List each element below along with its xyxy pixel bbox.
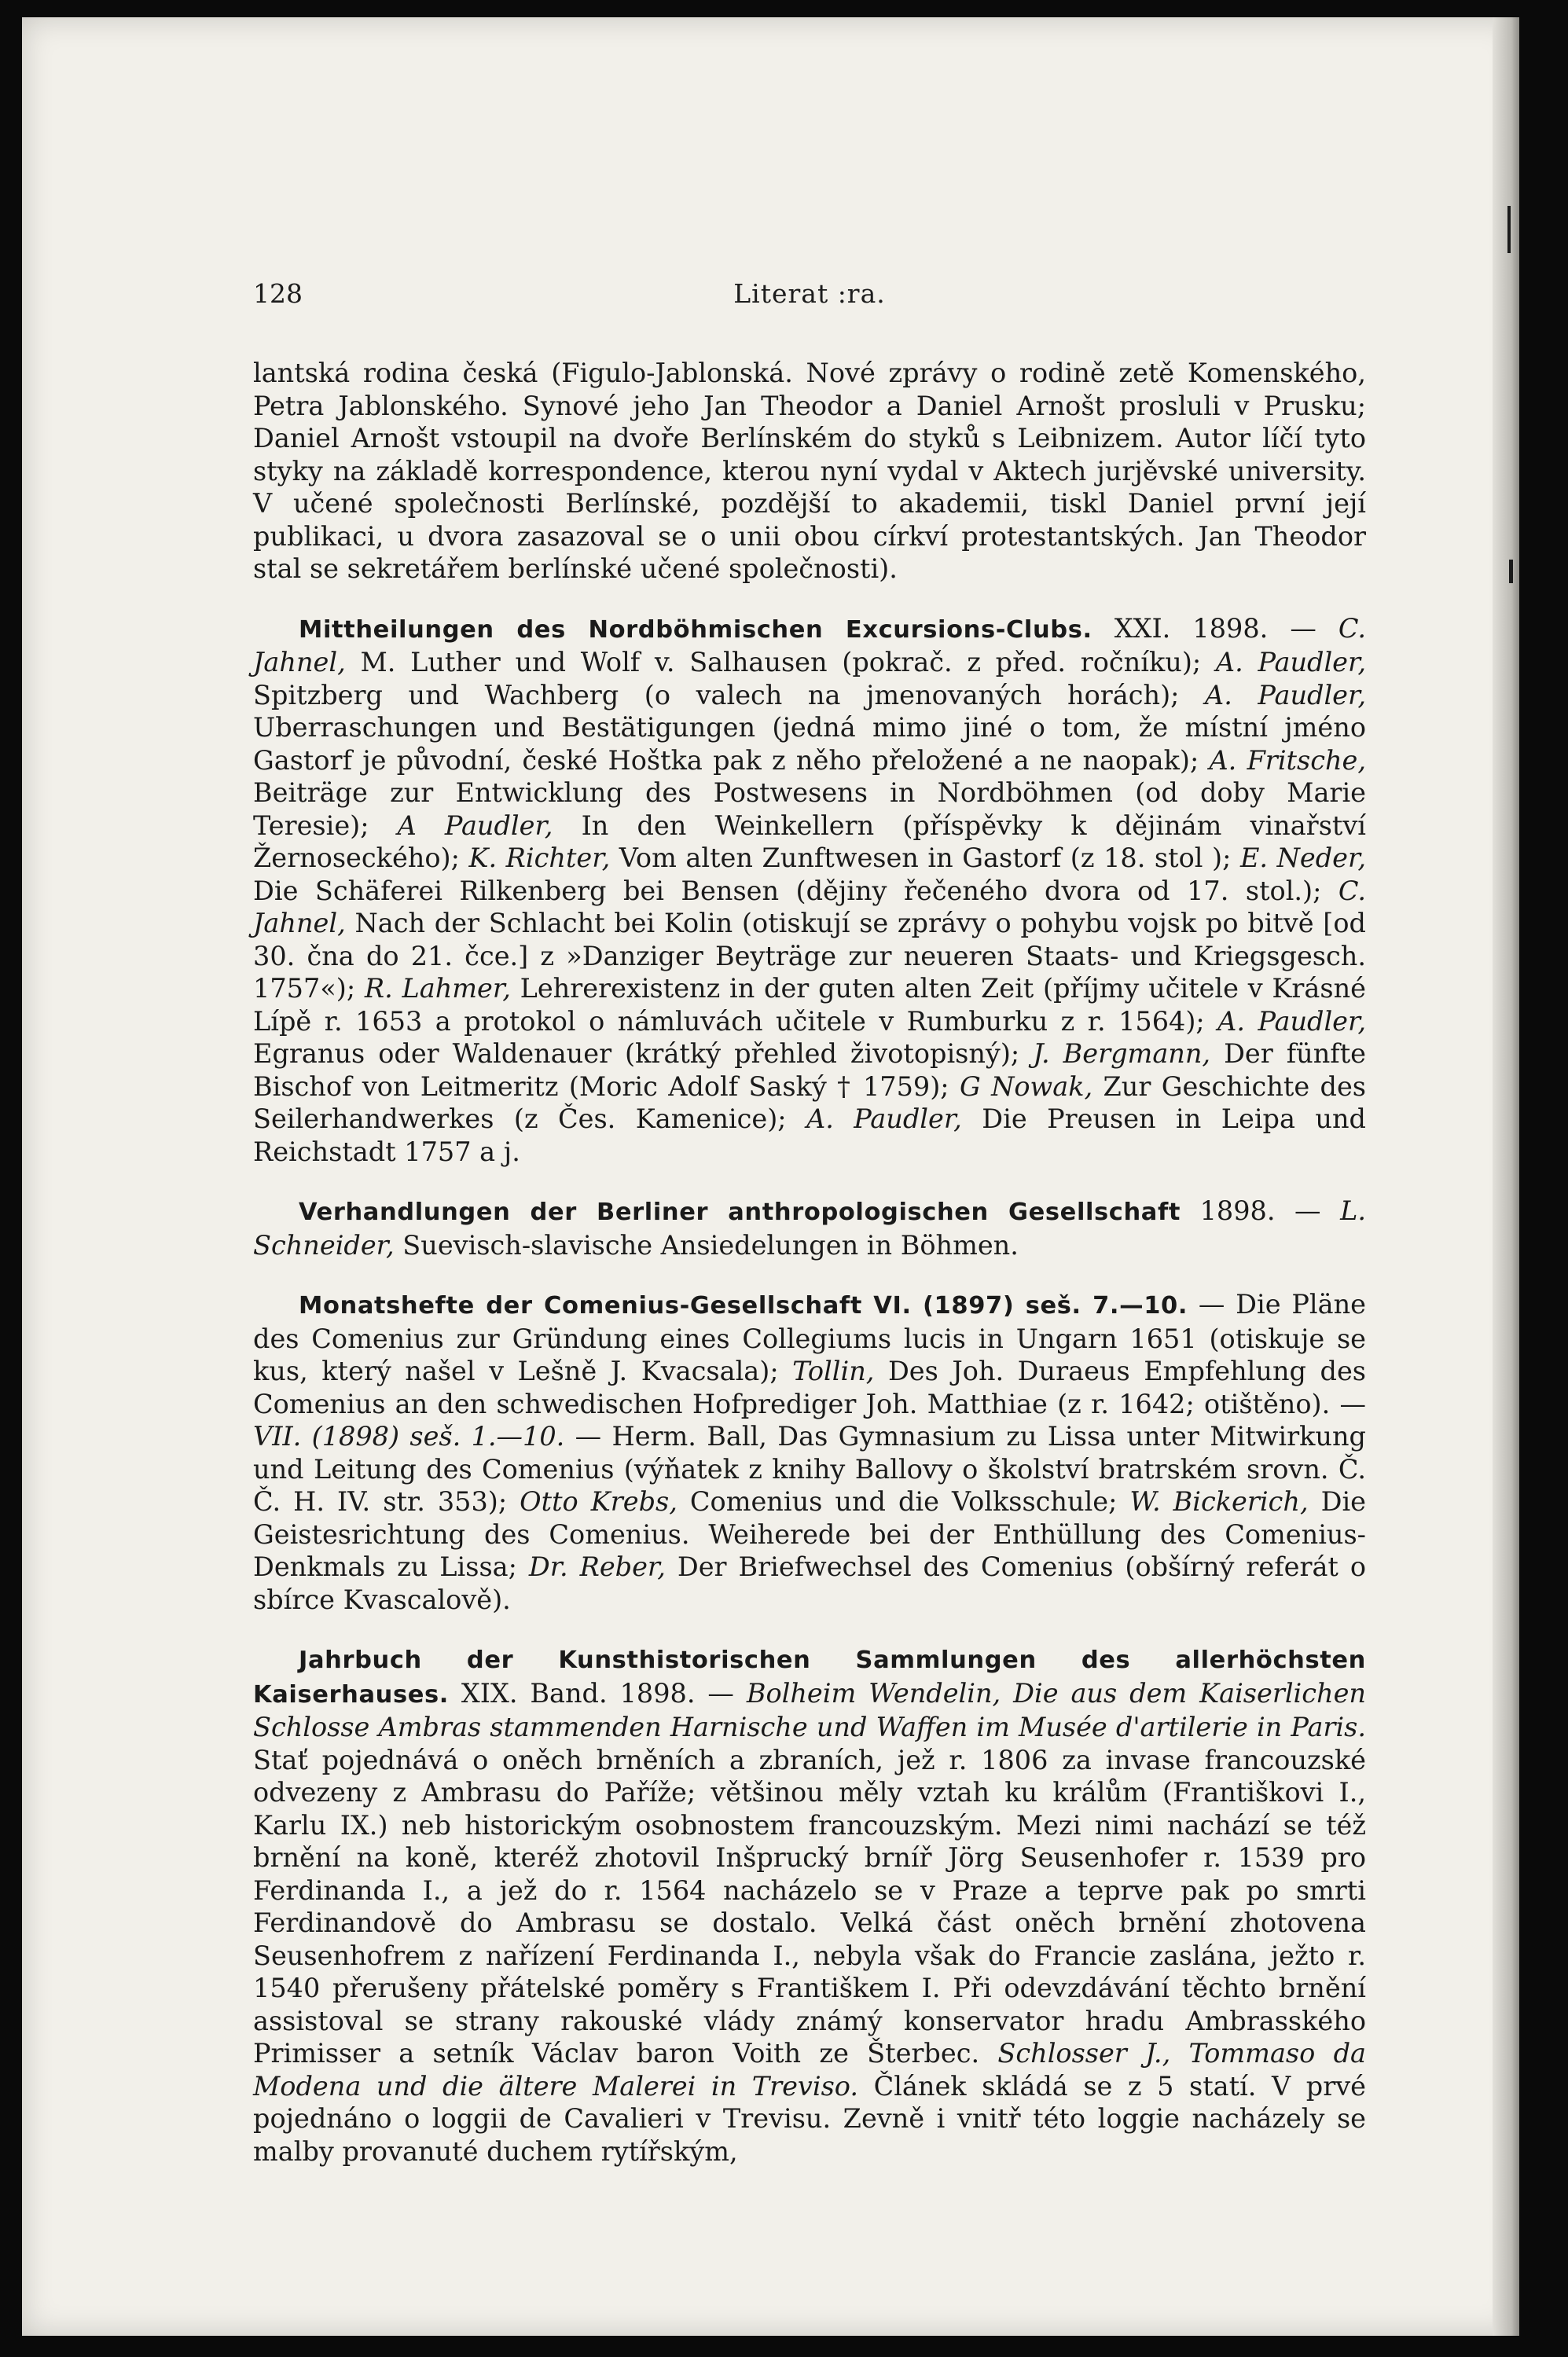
entry-title: Monatshefte der Comenius-Gesellschaft VI. (1897) seš. 7.—10. (299, 1292, 1188, 1320)
entry-text: Spitzberg und Wachberg (o valech na jmenovaných horách); (253, 679, 1206, 710)
entry-text: — Die Pläne des Comenius zur Gründung eines Collegiums lucis in Ungarn 1651 (otiskuje se kus, který našel v Lešně J. Kvacsala); (253, 1289, 1366, 1386)
article-title: Schlosser J., Tommaso da Modena und die ältere Malerei in Treviso. (253, 2038, 1366, 2102)
entry-text: Beiträge zur Entwicklung des Postwesens in Nordböhmen (od doby Marie Teresie); (253, 777, 1366, 841)
entry-text: Comenius und die Volksschule; (677, 1486, 1130, 1517)
page-edge-shadow (1493, 17, 1519, 2336)
entry-text: Zur Geschichte des Seilerhandwerkes (z Čes. Kamenice); (253, 1070, 1366, 1134)
running-title: Literat :ra. (733, 278, 886, 309)
author-name: C. Jahnel, (253, 875, 1366, 938)
entry-text: Der Briefwechsel des Comenius (obšírný referát o sbírce Kvascalově). (253, 1551, 1366, 1615)
entry-verhandlungen (253, 1195, 1366, 1261)
author-name: K. Richter, (468, 843, 611, 873)
article-title: Bolheim Wendelin, Die aus dem Kaiserlichen Schlosse Ambras stammenden Harnische und Waffen im Musée d'artilerie in Paris. (253, 1677, 1366, 1742)
page-number: 128 (253, 278, 303, 309)
author-name: J. Bergmann, (1033, 1038, 1211, 1069)
author-name: A. Paudler, (1215, 647, 1366, 677)
entry-text: XXI. 1898. — (1092, 612, 1338, 644)
author-name: E. Neder, (1239, 843, 1366, 873)
entry-text: Vom alten Zunftwesen in Gastorf (z 18. stol ); (610, 843, 1240, 873)
entry-text: Die Preusen in Leipa und Reichstadt 1757 a j. (253, 1103, 1367, 1167)
author-name: G Nowak, (959, 1070, 1093, 1102)
entry-title: Verhandlungen der Berliner anthropologischen Gesellschaft (299, 1199, 1181, 1226)
author-name: R. Lahmer, (364, 973, 511, 1004)
author-name: L. Schneider, (253, 1195, 1367, 1261)
margin-mark (1507, 206, 1511, 253)
entry-text: 1898. — (1181, 1195, 1341, 1226)
entry-text: XIX. Band. 1898. — (448, 1677, 747, 1709)
entry-mittheilungen (253, 612, 1366, 1169)
entry-text: Nach der Schlacht bei Kolin (otiskují se zprávy o pohybu vojsk po bitvě [od 30. čna do 21. čce.] z »Danziger Beyträge zur neueren Staats- und Kriegsgesch. 1757«); (253, 908, 1366, 1004)
entry-text: Článek skládá se z 5 statí. V prvé pojednáno o loggii de Cavalieri v Trevisu. Zevně i vnitř této loggie nacházely se malby provanuté duchem rytířským, (253, 2070, 1366, 2167)
entry-text: Suevisch-slavische Ansiedelungen in Böhmen. (394, 1229, 1019, 1261)
author-name: A. Paudler, (1205, 679, 1366, 710)
entry-text: Die Schäferei Rilkenberg bei Bensen (dějiny řečeného dvora od 17. stol.); (253, 875, 1338, 906)
volume-ref: VII. (1898) seš. 1.—10. (253, 1421, 565, 1452)
author-name: Tollin, (792, 1356, 875, 1386)
author-name: A. Paudler, (806, 1103, 962, 1134)
author-name: C. Jahnel, (253, 612, 1366, 677)
entry-text: — Herm. Ball, Das Gymnasium zu Lissa unter Mitwirkung und Leitung des Comenius (výňatek z knihy Ballovy o školství bratrském srovn. Č. Č. H. IV. str. 353); (253, 1421, 1367, 1517)
author-name: A. Paudler, (1217, 1005, 1366, 1037)
entry-text: M. Luther und Wolf v. Salhausen (pokrač. z před. ročníku); (345, 647, 1216, 677)
entry-text: Stať pojednává o oněch brněních a zbraních, jež r. 1806 za invase francouzské odvezeny z Ambrasu do Paříže; většinou měly vztah ku králům (Františkovi I., Karlu IX.) neb historickým osobnostem francouzským. Mezi nimi nachází se též brnění na koně, kteréž zhotovil Inšprucký brníř Jörg Seusenhofer r. 1539 pro Ferdinanda I., a jež do r. 1564 nacházelo se v Praze a teprve pak po smrti Ferdinandově do Ambrasu se dostalo. Velká část oněch brnění zhotovena Seusenhofrem z nařízení Ferdinanda I., nebyla však do Francie zaslána, ježto r. 1540 přerušeny přátelské poměry s Františkem I. Při odevzdávání těchto brnění assistoval se strany rakouské vlády známý konservator hradu Ambrasského Primisser a setník Václav baron Voith ze Šterbec. (253, 1744, 1366, 2069)
entry-text: Lehrerexistenz in der guten alten Zeit (příjmy učitele v Krásné Lípě r. 1653 a protokol o námluvách učitele v Rumburku z r. 1564); (253, 973, 1366, 1037)
author-name: W. Bickerich, (1129, 1486, 1309, 1517)
entry-text: Uberraschungen und Bestätigungen (jedná mimo jiné o tom, že místní jméno Gastorf je původní, české Hoštka pak z něho přeložené a ne naopak); (253, 712, 1366, 776)
entry-text: Die Geistesrichtung des Comenius. Weiherede bei der Enthüllung des Comenius-Denkmals zu Lissa; (253, 1486, 1367, 1582)
author-name: A. Fritsche, (1209, 744, 1367, 776)
entry-text: Egranus oder Waldenauer (krátký přehled životopisný); (253, 1038, 1034, 1069)
entry-text: Der fünfte Bischof von Leitmeritz (Moric Adolf Saský † 1759); (253, 1038, 1366, 1102)
entry-title: Mittheilungen des Nordböhmischen Excursions-Clubs. (299, 615, 1092, 644)
entry-monatshefte (253, 1288, 1366, 1616)
author-name: Otto Krebs, (520, 1486, 678, 1517)
paragraph-intro: lantská rodina česká (Figulo-Jablonská. Nové zprávy o rodině zetě Komenského, Petra Jablonského. Synové jeho Jan Theodor a Daniel Arnošt prosluli v Prusku; Daniel Arnošt vstoupil na dvoře Berlínském do styků s Leibnizem. Autor líčí tyto styky na základě korrespondence, kterou nyní vydal v Aktech jurjěvské university. V učené společnosti Berlínské, pozdější to akademii, tiskl Daniel první její publikaci, u dvora zasazoval se o unii obou církví protestantských. Jan Theodor stal se sekretářem berlínské učené společnosti). (253, 358, 1366, 584)
entry-text: Des Joh. Duraeus Empfehlung des Comenius an den schwedischen Hofprediger Joh. Matthiae (z r. 1642; otištěno). — (253, 1356, 1366, 1419)
entry-text: In den Weinkellern (příspěvky k dějinám vinařství Žernoseckého); (253, 810, 1366, 873)
entry-title: Jahrbuch der Kunsthistorischen Sammlungen des allerhöchsten Kaiserhauses. (253, 1647, 1366, 1709)
page-header (253, 278, 1366, 318)
author-name: Dr. Reber, (528, 1551, 666, 1582)
article-body (253, 357, 1366, 2168)
margin-mark (1509, 560, 1513, 583)
entry-jahrbuch (253, 1643, 1366, 2168)
author-name: A Paudler, (397, 810, 553, 841)
book-page (22, 17, 1519, 2336)
